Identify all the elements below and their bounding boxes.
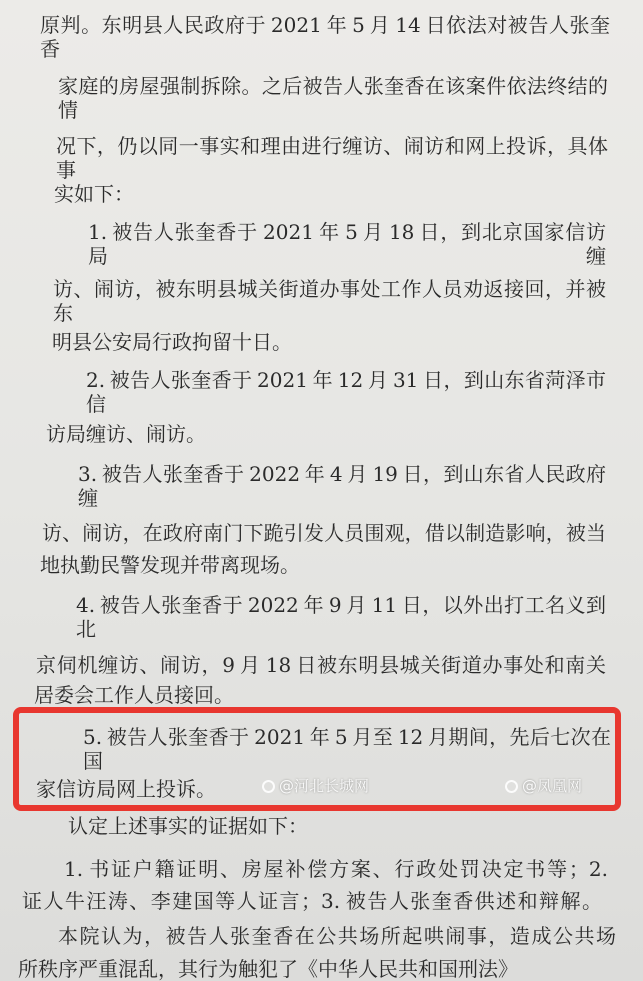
weibo-icon [505, 780, 518, 793]
text-line: 京伺机缠访、闹访，9 月 18 日被东明县城关街道办事处和南关 [36, 653, 606, 677]
text-line: 访、闹访，被东明县城关街道办事处工作人员劝返接回，并被东 [53, 277, 606, 325]
text-line: 所秩序严重混乱，其行为触犯了《中华人民共和国刑法》 [18, 957, 518, 981]
text-line: 明县公安局行政拘留十日。 [52, 330, 292, 354]
text-line: 4. 被告人张奎香于 2022 年 9 月 11 日，以外出打工名义到北 [76, 593, 606, 641]
text-line: 地执勤民警发现并带离现场。 [40, 553, 300, 577]
highlighted-text-line: 5. 被告人张奎香于 2021 年 5 月至 12 月期间，先后七次在国 [83, 725, 611, 773]
text-line: 1. 被告人张奎香于 2021 年 5 月 18 日，到北京国家信访局缠 [88, 220, 606, 268]
text-line: 访、闹访，在政府南门下跪引发人员围观，借以制造影响，被当 [42, 521, 606, 545]
highlighted-text-line: 家信访局网上投诉。 [36, 777, 216, 801]
text-line: 家庭的房屋强制拆除。之后被告人张奎香在该案件依法终结的情 [58, 74, 608, 122]
text-line: 1. 书证户籍证明、房屋补偿方案、行政处罚决定书等；2. [64, 857, 608, 881]
watermark-ifeng [505, 777, 582, 795]
text-line: 本院认为，被告人张奎香在公共场所起哄闹事，造成公共场 [58, 924, 616, 948]
text-line: 2. 被告人张奎香于 2021 年 12 月 31 日，到山东省菏泽市信 [86, 368, 606, 416]
text-line: 认定上述事实的证据如下： [68, 814, 308, 838]
text-line: 实如下： [54, 182, 134, 206]
text-line: 居委会工作人员接回。 [34, 683, 234, 707]
text-line: 况下，仍以同一事实和理由进行缠访、闹访和网上投诉，具体事 [56, 134, 608, 182]
weibo-icon [262, 780, 275, 793]
watermark-text: @凤凰网 [522, 777, 583, 795]
watermark-hebei [262, 777, 369, 795]
watermark-text: @河北长城网 [279, 777, 370, 795]
text-line: 证人牛汪涛、李建国等人证言；3. 被告人张奎香供述和辩解。 [22, 889, 602, 913]
document-page [0, 13, 643, 981]
text-line: 3. 被告人张奎香于 2022 年 4 月 19 日，到山东省人民政府缠 [78, 462, 606, 510]
highlight-box [13, 707, 621, 811]
text-line: 访局缠访、闹访。 [46, 422, 206, 446]
text-line: 原判。东明县人民政府于 2021 年 5 月 14 日依法对被告人张奎香 [40, 13, 610, 61]
